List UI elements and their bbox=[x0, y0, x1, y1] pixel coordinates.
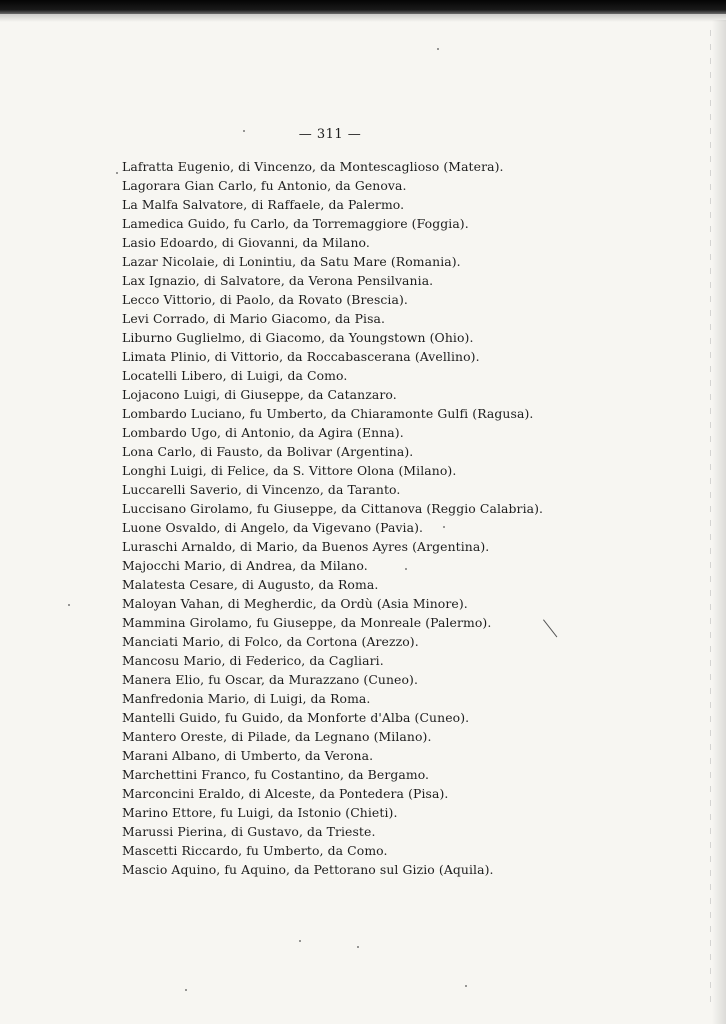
scan-speck bbox=[357, 946, 359, 948]
list-item: Marino Ettore, fu Luigi, da Istonio (Chieti). bbox=[122, 805, 398, 820]
list-item: Manciati Mario, di Folco, da Cortona (Arezzo). bbox=[122, 634, 419, 649]
list-item: Marconcini Eraldo, di Alceste, da Pontedera (Pisa). bbox=[122, 786, 449, 801]
list-item: Mammina Girolamo, fu Giuseppe, da Monreale (Palermo). bbox=[122, 615, 492, 630]
list-item: Lafratta Eugenio, di Vincenzo, da Montescaglioso (Matera). bbox=[122, 159, 504, 174]
scan-top-shadow bbox=[0, 14, 726, 22]
list-item: Lojacono Luigi, di Giuseppe, da Catanzaro. bbox=[122, 387, 397, 402]
scan-speck bbox=[465, 985, 467, 987]
list-item: Liburno Guglielmo, di Giacomo, da Youngstown (Ohio). bbox=[122, 330, 474, 345]
list-item: Lombardo Ugo, di Antonio, da Agira (Enna). bbox=[122, 425, 404, 440]
list-item: Mantero Oreste, di Pilade, da Legnano (Milano). bbox=[122, 729, 432, 744]
list-item: Majocchi Mario, di Andrea, da Milano. bbox=[122, 558, 368, 573]
scan-speck bbox=[185, 989, 187, 991]
scan-top-border bbox=[0, 0, 726, 14]
page-number: — 311 — bbox=[298, 127, 362, 142]
list-item: Lecco Vittorio, di Paolo, da Rovato (Brescia). bbox=[122, 292, 408, 307]
list-item: Mascio Aquino, fu Aquino, da Pettorano sul Gizio (Aquila). bbox=[122, 862, 494, 877]
scan-right-edge-line bbox=[710, 30, 711, 1010]
scan-speck bbox=[299, 940, 301, 942]
list-item: Lagorara Gian Carlo, fu Antonio, da Genova. bbox=[122, 178, 407, 193]
list-item: Mancosu Mario, di Federico, da Cagliari. bbox=[122, 653, 384, 668]
list-item: Locatelli Libero, di Luigi, da Como. bbox=[122, 368, 348, 383]
list-item: Luccisano Girolamo, fu Giuseppe, da Cittanova (Reggio Calabria). bbox=[122, 501, 544, 516]
list-item: Lasio Edoardo, di Giovanni, da Milano. bbox=[122, 235, 370, 250]
list-item: Luone Osvaldo, di Angelo, da Vigevano (Pavia). bbox=[122, 520, 424, 535]
list-item: Longhi Luigi, di Felice, da S. Vittore Olona (Milano). bbox=[122, 463, 457, 478]
list-item: Marussi Pierina, di Gustavo, da Trieste. bbox=[122, 824, 376, 839]
list-item: Levi Corrado, di Mario Giacomo, da Pisa. bbox=[122, 311, 386, 326]
scan-speck bbox=[443, 526, 445, 528]
list-item: Luraschi Arnaldo, di Mario, da Buenos Ayres (Argentina). bbox=[122, 539, 490, 554]
list-item: Lona Carlo, di Fausto, da Bolivar (Argentina). bbox=[122, 444, 414, 459]
list-item: Luccarelli Saverio, di Vincenzo, da Taranto. bbox=[122, 482, 401, 497]
list-item: Mantelli Guido, fu Guido, da Monforte d'Alba (Cuneo). bbox=[122, 710, 470, 725]
list-item: La Malfa Salvatore, di Raffaele, da Palermo. bbox=[122, 197, 405, 212]
scan-speck bbox=[437, 48, 439, 50]
list-item: Marchettini Franco, fu Costantino, da Bergamo. bbox=[122, 767, 430, 782]
list-item: Mascetti Riccardo, fu Umberto, da Como. bbox=[122, 843, 388, 858]
name-list bbox=[122, 157, 543, 879]
list-item: Malatesta Cesare, di Augusto, da Roma. bbox=[122, 577, 379, 592]
list-item: Maloyan Vahan, di Megherdic, da Ordù (Asia Minore). bbox=[122, 596, 468, 611]
list-item: Limata Plinio, di Vittorio, da Roccabascerana (Avellino). bbox=[122, 349, 480, 364]
scan-speck bbox=[116, 172, 118, 174]
scan-speck bbox=[405, 568, 407, 570]
scan-pen-mark bbox=[543, 619, 557, 637]
list-item: Lombardo Luciano, fu Umberto, da Chiaramonte Gulfi (Ragusa). bbox=[122, 406, 534, 421]
list-item: Marani Albano, di Umberto, da Verona. bbox=[122, 748, 374, 763]
list-item: Lax Ignazio, di Salvatore, da Verona Pensilvania. bbox=[122, 273, 434, 288]
list-item: Lamedica Guido, fu Carlo, da Torremaggiore (Foggia). bbox=[122, 216, 469, 231]
scan-right-edge-shadow bbox=[712, 20, 726, 1024]
list-item: Manera Elio, fu Oscar, da Murazzano (Cuneo). bbox=[122, 672, 419, 687]
scan-speck bbox=[68, 604, 70, 606]
list-item: Lazar Nicolaie, di Lonintiu, da Satu Mare (Romania). bbox=[122, 254, 461, 269]
list-item: Manfredonia Mario, di Luigi, da Roma. bbox=[122, 691, 371, 706]
scan-speck bbox=[243, 130, 245, 132]
